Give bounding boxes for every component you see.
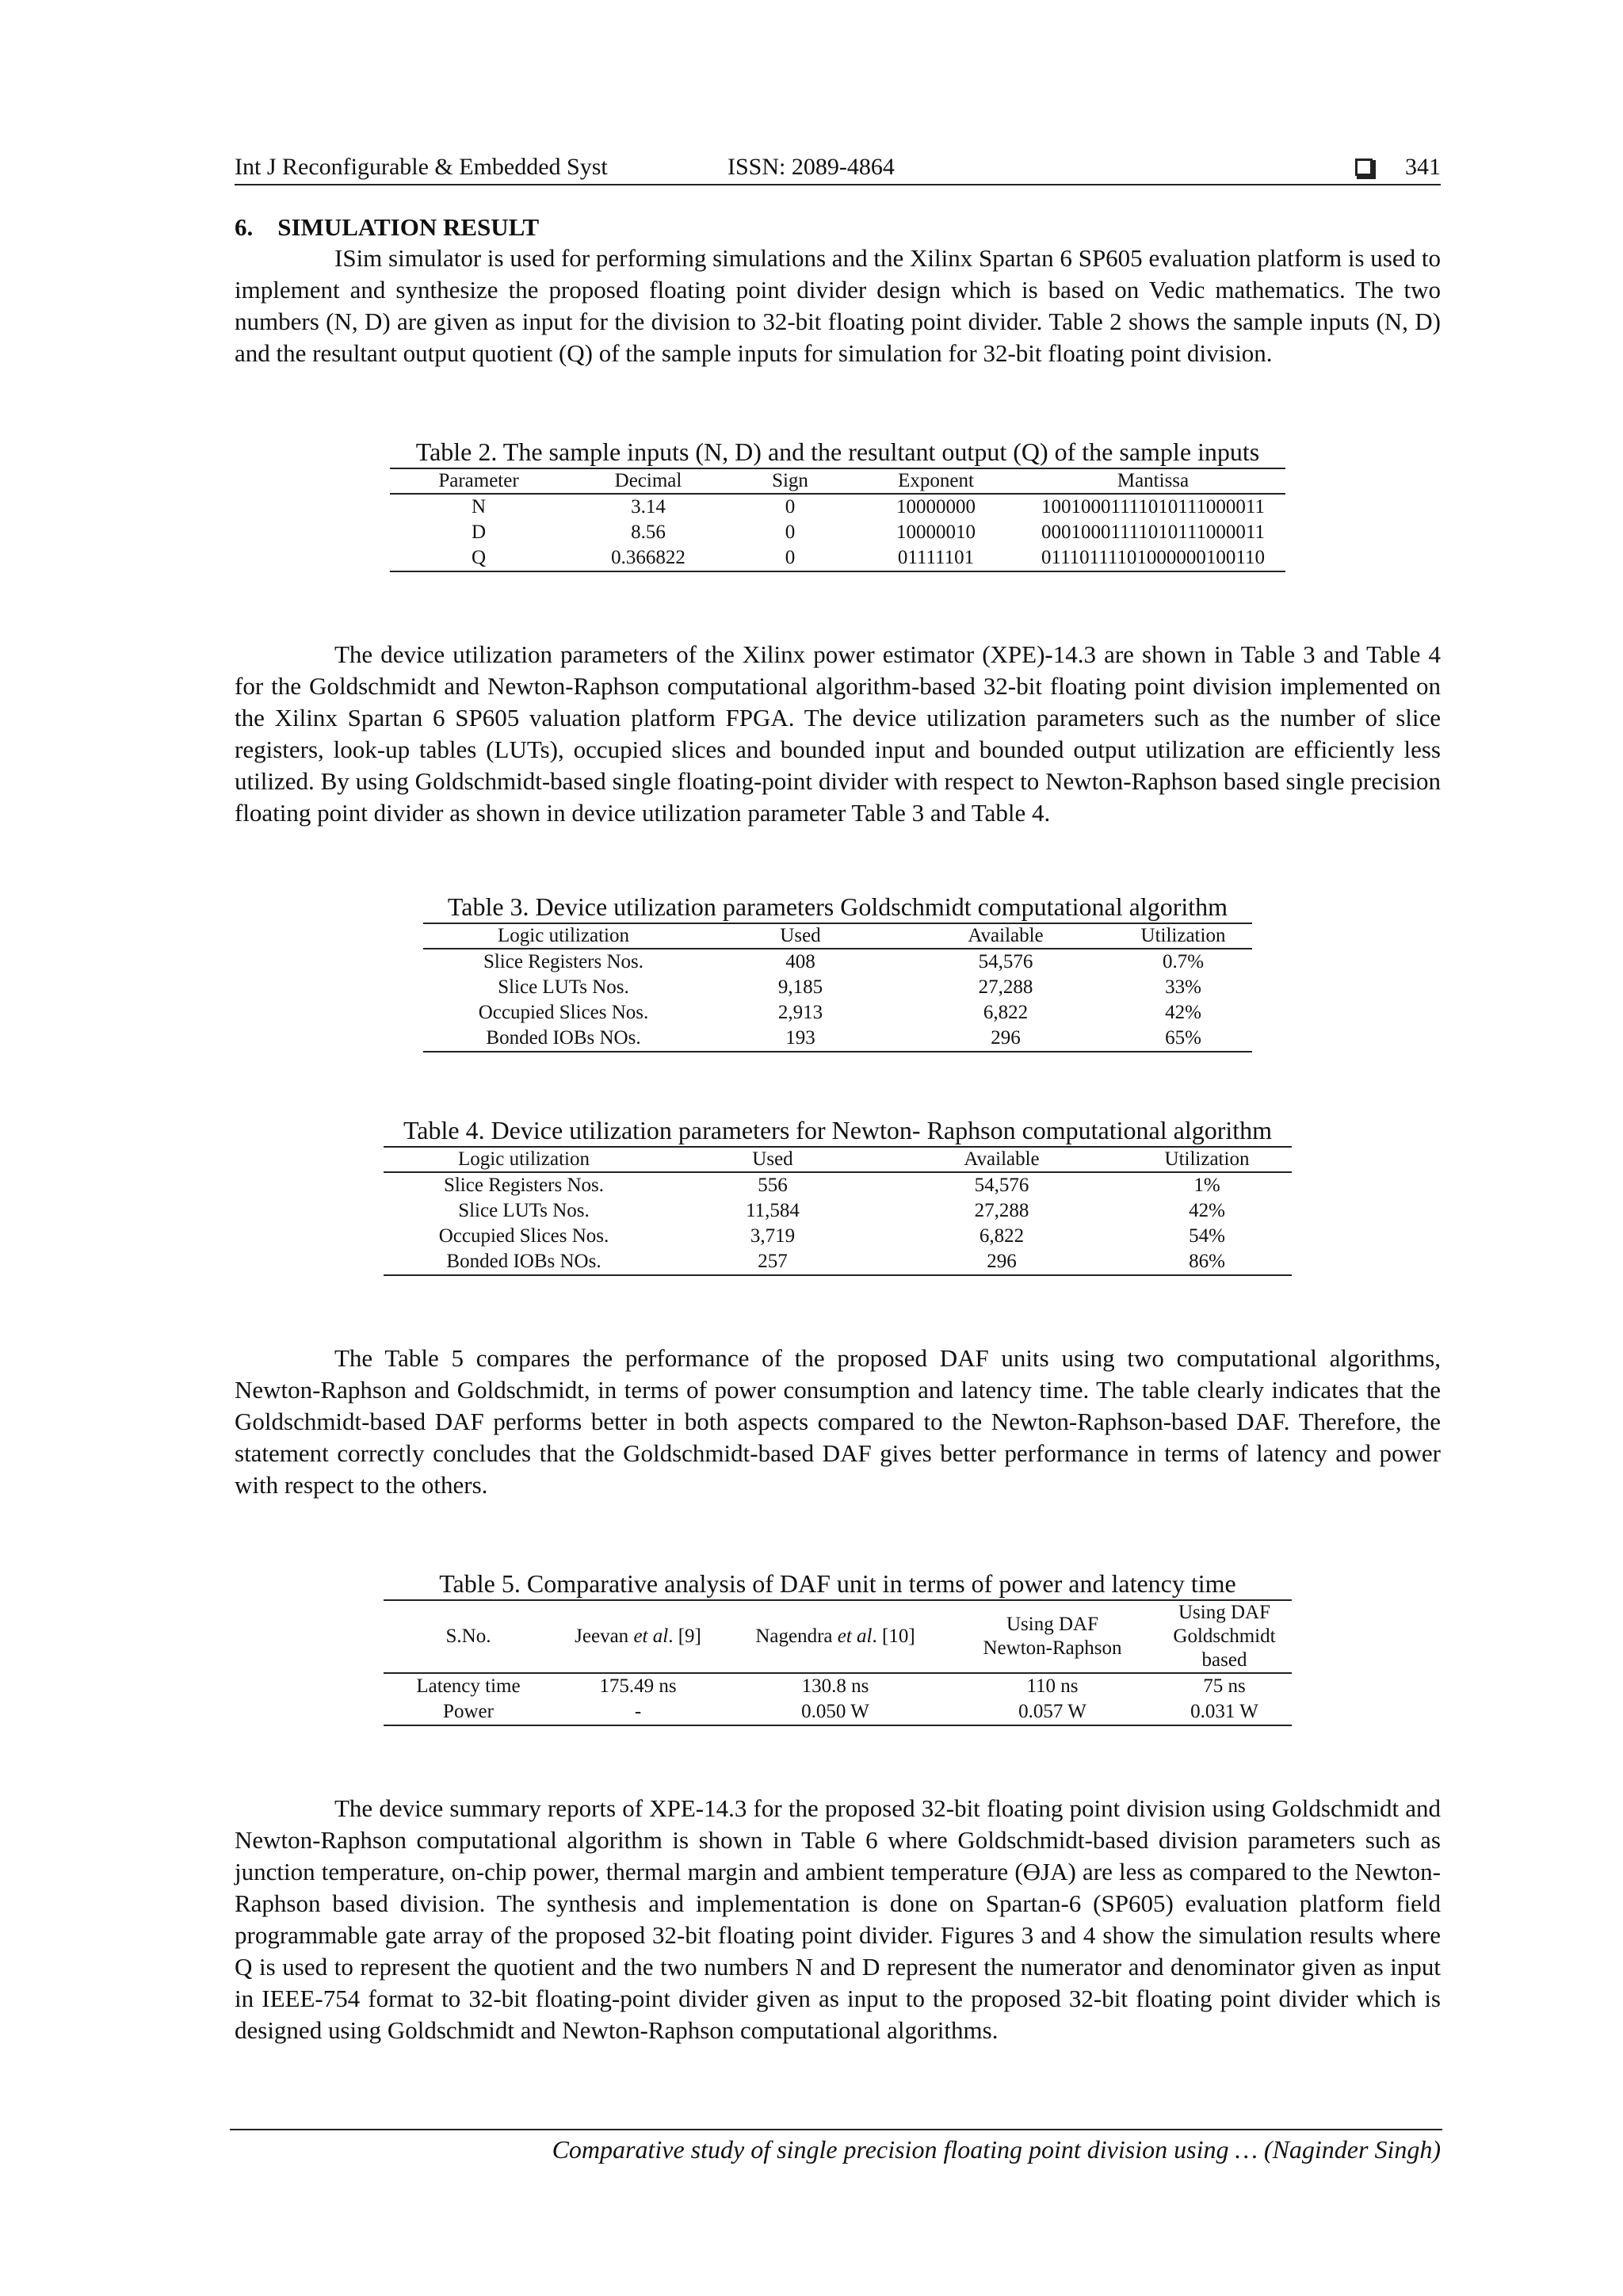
reference: . [10] [872,1626,915,1647]
table-cell: 0.366822 [611,547,685,568]
table-cell: 296 [987,1251,1017,1272]
table-row [384,1249,1292,1275]
table-row [423,1026,1252,1052]
table-cell: 0.031 W [1190,1701,1258,1722]
table-cell: 27,288 [978,976,1033,998]
table-3 [423,923,1252,1052]
table-cell: 01110111101000000100110 [1041,547,1265,568]
table-5-header-goldschmidt [1157,1600,1292,1673]
reference: . [9] [668,1626,701,1647]
page-content [235,151,1441,2046]
table-cell: Bonded IOBs NOs. [446,1251,601,1272]
table-cell: 86% [1189,1251,1225,1272]
table-row [384,1699,1292,1725]
table-cell: 3,719 [750,1225,796,1247]
table-3-header-cell: Logic utilization [423,923,704,949]
table-cell: Slice LUTs Nos. [498,976,629,998]
table-cell: 296 [991,1027,1021,1049]
table-cell: 42% [1189,1200,1225,1221]
table-cell: 10010001111010111000011 [1041,496,1265,518]
page-number: 341 [1405,154,1441,180]
table-4-header-cell: Utilization [1122,1147,1292,1172]
table-cell: 0.057 W [1018,1701,1086,1722]
table-cell: 193 [785,1027,815,1049]
table-cell: 0 [785,521,796,543]
table-5-header-sno: S.No. [384,1600,553,1673]
table-cell: 130.8 ns [801,1675,869,1697]
paragraph-2: The device utilization parameters of the Xilinx power estimator (XPE)-14.3 are shown in Table 3 and Table 4 for the Goldschmidt and Newton-Raphson computational algorithm-based 32-bit floating point division implemented on the Xilinx Spartan 6 SP605 valuation platform FPGA. The device utilization parameters such as the number of slice registers, look-up tables (LUTs), occupied slices and bounded input and bounded output utilization are efficiently less utilized. By using Goldschmidt-based single floating-point divider with respect to Newton-Raphson based single precision floating point divider as shown in device utilization parameter Table 3 and Table 4. [235,640,1441,827]
table-cell: 0 [785,496,796,518]
table-cell: Occupied Slices Nos. [478,1002,649,1023]
table-cell: 0.050 W [801,1701,869,1722]
table-4-caption: Table 4. Device utilization parameters for Newton- Raphson computational algorithm [403,1116,1273,1144]
table-row [423,949,1252,975]
table-4-header-row [384,1147,1292,1172]
checkbox-square-icon [1355,159,1373,176]
table-cell: 556 [758,1175,788,1196]
table-cell: Slice Registers Nos. [443,1175,605,1196]
author-name: Jeevan [575,1626,634,1647]
header-line: Using DAF [1178,1602,1270,1623]
table-cell: 11,584 [746,1200,800,1221]
table-cell: 175.49 ns [599,1675,677,1697]
section-heading: 6. SIMULATION RESULT [235,213,540,241]
header-line: Using DAF [1006,1614,1098,1635]
table-cell: 0 [785,547,796,568]
table-5-header-row [384,1600,1292,1673]
table-5-block [382,1568,1293,1726]
table-cell: 9,185 [777,976,823,998]
table-cell: 42% [1165,1002,1201,1023]
table-row [384,1224,1292,1249]
author-etal: et al [837,1626,873,1647]
author-etal: et al [633,1626,669,1647]
table-5-caption: Table 5. Comparative analysis of DAF unit in terms of power and latency time [439,1569,1236,1598]
table-2-header-row [390,468,1285,494]
footer-rule [230,2129,1442,2130]
table-row [390,545,1285,571]
author-name: Nagendra [755,1626,838,1647]
table-2-header-cell: Decimal [567,468,729,494]
table-row [384,1198,1292,1224]
table-row [423,975,1252,1000]
table-cell: Bonded IOBs NOs. [486,1027,641,1049]
table-5-header-jeevan [553,1600,723,1673]
table-cell: 54,576 [974,1175,1029,1196]
table-cell: 54% [1189,1225,1225,1247]
running-header [235,151,1441,185]
table-cell: D [471,521,487,543]
journal-name: Int J Reconfigurable & Embedded Syst [235,154,608,180]
table-cell: Q [471,547,487,568]
table-cell: Power [443,1701,494,1722]
table-2-header-cell: Mantissa [1021,468,1285,494]
table-row [390,494,1285,520]
table-cell: 10000000 [896,496,976,518]
table-cell: 01111101 [897,547,975,568]
table-4-header-cell: Used [664,1147,881,1172]
table-cell: 65% [1165,1027,1201,1049]
paragraph-3: The Table 5 compares the performance of the proposed DAF units using two computational algorithms, Newton-Raphson and Goldschmidt, in terms of power consumption and latency time. The table clearly indicates that the Goldschmidt-based DAF performs better in both aspects compared to the Newton-Raphson-based DAF. Therefore, the statement correctly concludes that the Goldschmidt-based DAF gives better performance in terms of latency and power with respect to the others. [235,1344,1441,1499]
table-3-header-cell: Used [704,923,897,949]
running-footer: Comparative study of single precision floating point division using … (Naginder Singh) [552,2135,1441,2164]
table-5 [384,1599,1292,1726]
table-2-header-cell: Exponent [851,468,1021,494]
table-2-caption: Table 2. The sample inputs (N, D) and the resultant output (Q) of the sample inputs [415,437,1260,466]
table-cell: 54,576 [978,951,1033,972]
table-3-block [402,891,1274,1052]
table-3-caption: Table 3. Device utilization parameters Goldschmidt computational algorithm [447,892,1228,921]
table-cell: 408 [785,951,815,972]
paragraph-4: The device summary reports of XPE-14.3 for the proposed 32-bit floating point division using Goldschmidt and Newton-Raphson computational algorithm is shown in Table 6 where Goldschmidt-based division parameters such as junction temperature, on-chip power, thermal margin and ambient temperature (ϴJA) are less as compared to the Newton-Raphson based division. The synthesis and implementation is done on Spartan-6 (SP605) evaluation platform field programmable gate array of the proposed 32-bit floating point divider. Figures 3 and 4 show the simulation results where Q is used to represent the quotient and the two numbers N and D represent the numerator and denominator given as input in IEEE-754 format to 32-bit floating-point divider given as input to the proposed 32-bit floating point divider which is designed using Goldschmidt and Newton-Raphson computational algorithms. [235,1794,1441,2044]
table-cell: 6,822 [979,1225,1025,1247]
table-3-header-cell: Available [897,923,1114,949]
table-cell: 75 ns [1203,1675,1246,1697]
table-5-header-nagendra [723,1600,948,1673]
table-cell: Occupied Slices Nos. [438,1225,609,1247]
table-cell: 257 [758,1251,788,1272]
table-row [384,1172,1292,1198]
table-cell: 27,288 [974,1200,1029,1221]
header-line: Goldschmidt based [1173,1626,1276,1671]
table-3-header-cell: Utilization [1114,923,1252,949]
table-row [384,1673,1292,1699]
table-2-header-cell: Parameter [390,468,567,494]
table-cell: 110 ns [1026,1675,1079,1697]
table-row [390,520,1285,545]
table-cell: Slice LUTs Nos. [458,1200,590,1221]
table-5-header-newton-raphson [948,1600,1157,1673]
table-cell: N [471,496,487,518]
table-cell: 10000010 [896,521,976,543]
table-4-block [362,1114,1313,1276]
table-cell: 33% [1165,976,1201,998]
table-4 [384,1146,1292,1276]
table-row [423,1000,1252,1026]
table-cell: - [634,1701,642,1722]
table-cell: Slice Registers Nos. [483,951,644,972]
table-4-header-cell: Available [881,1147,1122,1172]
table-cell: 2,913 [777,1002,823,1023]
paragraph-1: ISim simulator is used for performing simulations and the Xilinx Spartan 6 SP605 evaluation platform is used to implement and synthesize the proposed floating point divider design which is based on Vedic mathematics. The two numbers (N, D) are given as input for the division to 32-bit floating point divider. Table 2 shows the sample inputs (N, D) and the resultant output quotient (Q) of the sample inputs for simulation for 32-bit floating point division. [235,244,1441,367]
table-2 [390,468,1285,572]
table-4-header-cell: Logic utilization [384,1147,664,1172]
table-2-header-cell: Sign [729,468,851,494]
table-cell: 8.56 [631,521,666,543]
header-line: Newton-Raphson [983,1637,1122,1659]
table-cell: 6,822 [983,1002,1029,1023]
issn: ISSN: 2089-4864 [727,154,895,180]
table-cell: Latency time [416,1675,521,1697]
table-cell: 0.7% [1162,951,1205,972]
table-cell: 00010001111010111000011 [1041,521,1265,543]
table-cell: 3.14 [631,496,666,518]
table-2-block [382,436,1293,572]
table-cell: 1% [1193,1175,1220,1196]
table-3-header-row [423,923,1252,949]
